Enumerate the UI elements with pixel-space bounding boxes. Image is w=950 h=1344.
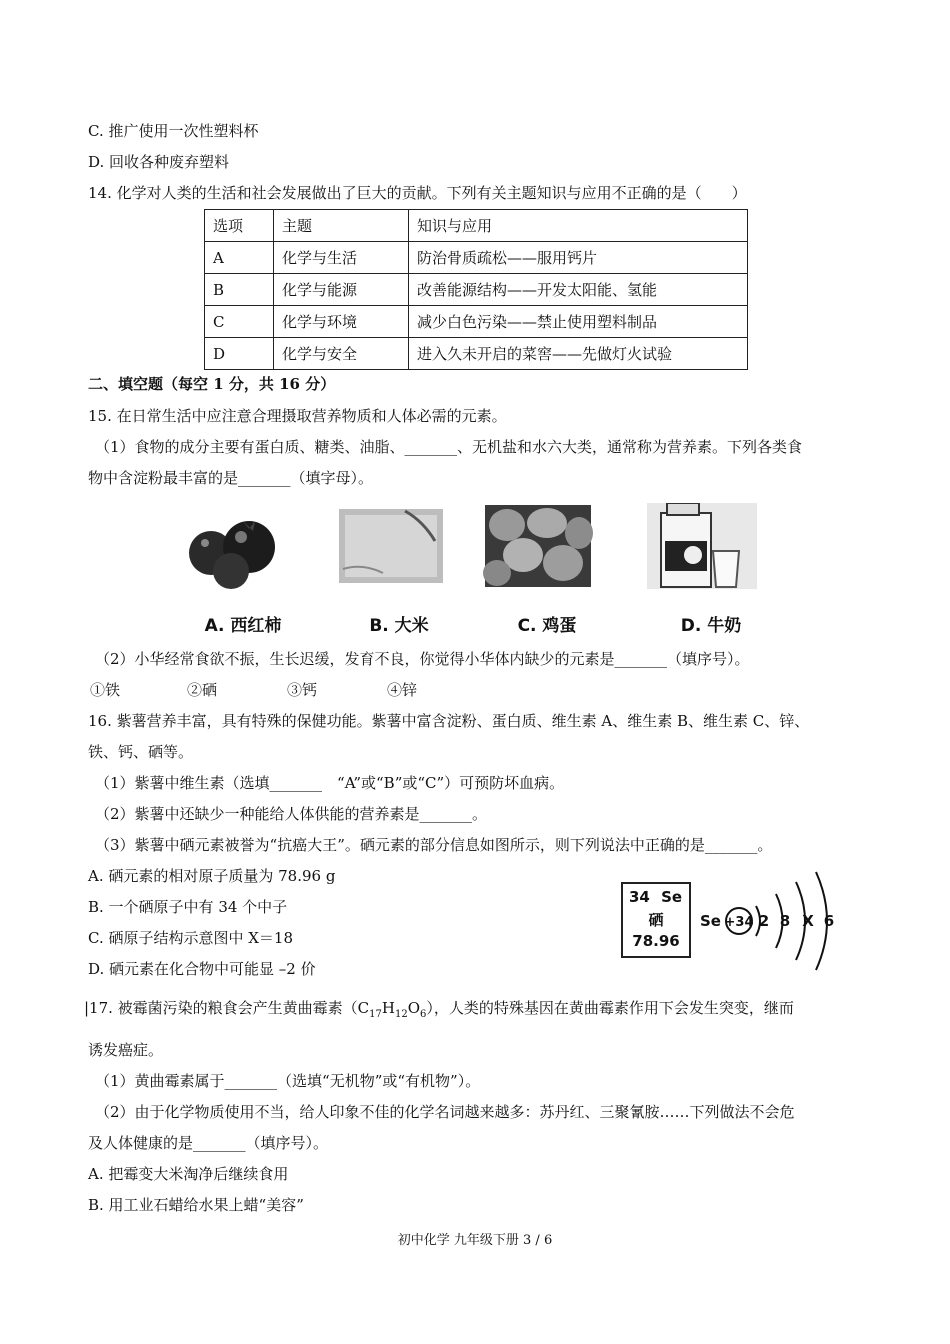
table-header-cell: 主题 [274,210,409,242]
food-label: C. 鸡蛋 [517,616,577,636]
formula-subscript: 17 [369,1009,382,1020]
question-17-part1: （1）黄曲霉素属于_______（选填“无机物”或“有机物”）。 [95,1072,481,1090]
question-17-line1 [84,998,794,1025]
table-row [205,274,748,306]
rice-image [335,503,445,589]
section-heading: 二、填空题（每空 1 分，共 16 分） [88,375,336,393]
shell-electron-count: 2 [758,912,770,930]
table-cell: B [205,274,274,306]
food-label: A. 西红柿 [204,616,282,636]
table-cell: 减少白色污染——禁止使用塑料制品 [409,306,748,338]
question-14-table [204,209,748,370]
question-16-line2: 铁、钙、硒等。 [88,743,194,761]
table-cell: 进入久未开启的菜窖——先做灯火试验 [409,338,748,370]
food-option-a [179,503,307,636]
atom-symbol: Se [700,912,721,930]
question-16-part1: （1）紫薯中维生素（选填_______ “A”或“B”或“C”）可预防坏血病。 [95,774,565,792]
element-option: ④锌 [387,681,418,699]
table-cell: D [205,338,274,370]
question-15: 15. 在日常生活中应注意合理摄取营养物质和人体必需的元素。 [88,407,507,425]
shell-electron-count: 8 [779,912,791,930]
element-number-symbol [629,888,682,906]
atomic-number: 34 [629,888,650,906]
table-header-row [205,210,748,242]
food-label: D. 牛奶 [680,616,742,636]
table-cell: 化学与生活 [274,242,409,274]
egg-image [483,503,593,589]
shell-electron-count: 6 [823,912,835,930]
question-16-part3: （3）紫薯中硒元素被誉为“抗癌大王”。硒元素的部分信息如图所示，则下列说法中正确的是_______。 [95,836,773,854]
tomato-image [179,503,289,589]
element-option: ①铁 [90,681,121,699]
formula-subscript: 6 [420,1009,427,1020]
milk-image [647,503,757,589]
page-footer: 初中化学 九年级下册 3 / 6 [397,1233,553,1248]
table-cell: 防治骨质疏松——服用钙片 [409,242,748,274]
question-16-line1: 16. 紫薯营养丰富，具有特殊的保健功能。紫薯中富含淀粉、蛋白质、维生素 A、维生素 B、维生素 C、锌、 [88,712,810,730]
q16-option-d: D. 硒元素在化合物中可能显 –2 价 [88,960,316,978]
food-option-c [483,503,611,636]
food-option-d [647,503,775,636]
question-17-part2-line1: （2）由于化学物质使用不当，给人印象不佳的化学名词越来越多：苏丹红、三聚氰胺……下列做法不会危 [95,1103,795,1121]
q17-text: ），人类的特殊基因在黄曲霉素作用下会发生突变，继而 [426,999,794,1017]
table-header-cell: 知识与应用 [409,210,748,242]
selenium-atom-structure-diagram [696,866,846,972]
table-cell: C [205,306,274,338]
q17-text: |17. 被霉菌污染的粮食会产生黄曲霉素（C [84,999,370,1017]
shell-electron-count: X [802,912,814,930]
food-label: B. 大米 [369,616,429,636]
table-cell: 改善能源结构——开发太阳能、氢能 [409,274,748,306]
question-17-line2: 诱发癌症。 [88,1041,164,1059]
table-row [205,242,748,274]
table-row [205,338,748,370]
q16-option-c: C. 硒原子结构示意图中 X＝18 [88,929,294,947]
element-symbol: Se [661,888,683,906]
question-15-part1-line2: 物中含淀粉最丰富的是_______（填字母）。 [88,469,374,487]
table-cell: 化学与安全 [274,338,409,370]
element-option: ②硒 [187,681,218,699]
q13-option-d: D. 回收各种废弃塑料 [88,153,230,171]
nucleus-charge: +34 [724,915,754,930]
question-15-part1-line1: （1）食物的成分主要有蛋白质、糖类、油脂、_______、无机盐和水六大类，通常称为营养素。下列各类食 [95,438,803,456]
q16-option-a: A. 硒元素的相对原子质量为 78.96 g [88,867,336,885]
atomic-mass: 78.96 [632,932,680,950]
q16-option-b: B. 一个硒原子中有 34 个中子 [88,898,288,916]
q17-option-b: B. 用工业石蜡给水果上蜡“美容” [88,1196,304,1214]
question-17-part2-line2: 及人体健康的是_______（填序号）。 [88,1134,329,1152]
formula-element: O [407,999,421,1017]
table-cell: A [205,242,274,274]
q17-option-a: A. 把霉变大米淘净后继续食用 [88,1165,289,1183]
question-16-part2: （2）紫薯中还缺少一种能给人体供能的营养素是_______。 [95,805,488,823]
table-row [205,306,748,338]
table-cell: 化学与环境 [274,306,409,338]
q13-option-c: C. 推广使用一次性塑料杯 [88,122,259,140]
formula-element: H [381,999,395,1017]
selenium-element-card [621,882,691,958]
question-14: 14. 化学对人类的生活和社会发展做出了巨大的贡献。下列有关主题知识与应用不正确的是（ ） [88,184,747,202]
food-option-b [335,503,463,636]
formula-subscript: 12 [394,1009,408,1020]
question-15-part2: （2）小华经常食欲不振，生长迟缓，发育不良，你觉得小华体内缺少的元素是_______（填序号）。 [95,650,750,668]
element-option: ③钙 [287,681,318,699]
table-header-cell: 选项 [205,210,274,242]
table-cell: 化学与能源 [274,274,409,306]
element-name: 硒 [648,911,664,929]
